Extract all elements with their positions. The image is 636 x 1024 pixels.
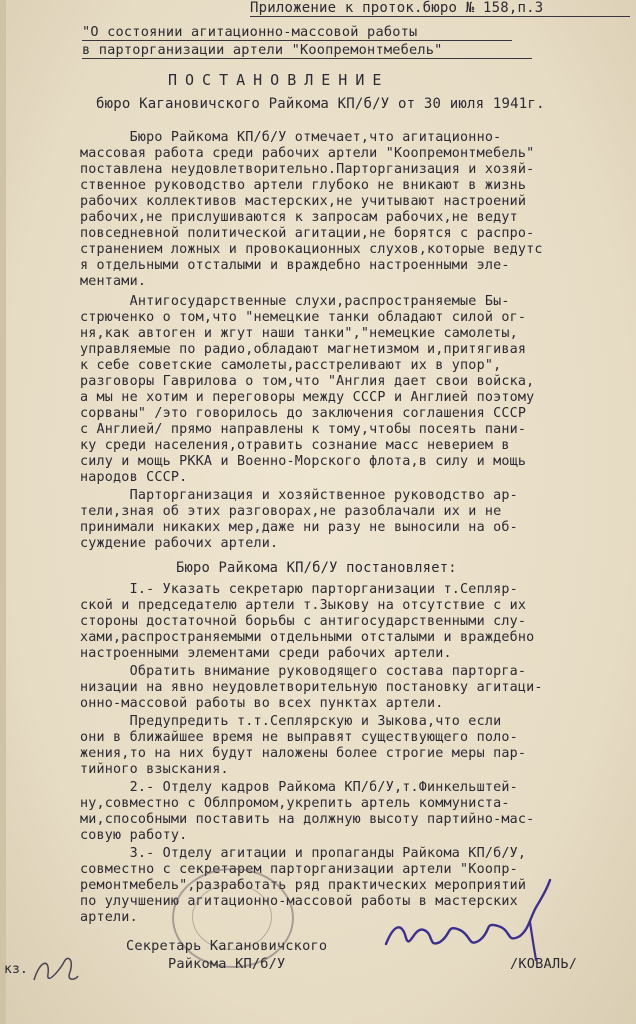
paragraph1-line: Бюро Райкома КП/б/У отмечает,что агитационно-	[80, 130, 502, 145]
point1c-line: Предупредить т.т.Сеплярскую и Зыкова,что если	[80, 714, 502, 729]
paragraph2-line: ку среди населения,отравить сознание масс неверием в	[80, 438, 510, 453]
point3-line: артели.	[80, 910, 138, 925]
paragraph1-line: ственное руководство артели глубоко не вникают в жизнь	[80, 178, 527, 193]
point1-line: стороны достаточной борьбы с антигосударственными слу-	[80, 614, 527, 629]
paragraph1-line: я отдельными отсталыми и враждебно настроенными эле-	[80, 258, 510, 273]
paragraph2-line: ня,как автоген и жгут наши танки","немецкие самолеты,	[80, 326, 518, 341]
paragraph2-line: к себе советские самолеты,расстреливают их в упор",	[80, 358, 502, 373]
point1-line: ской и председателю артели т.Зыкову на отсутствие с их	[80, 598, 527, 613]
subject-line-2: в парторганизации артели "Коопремонтмебель"	[82, 42, 443, 58]
point1b-line: низации на явно неудовлетворительную постановку агитаци-	[80, 680, 543, 695]
paragraph2-line: сорваны" /это говорилось до заключения соглашения СССР	[80, 406, 527, 421]
point1-line: I.- Указать секретарю парторганизации т.Сепляр-	[80, 582, 518, 597]
initials-scribble	[30, 950, 80, 990]
point1-line: хами,распространяемыми отдельными отсталыми и враждебно	[80, 630, 535, 645]
handwritten-signature	[380, 864, 560, 964]
signature-name: /КОВАЛЬ/	[510, 956, 578, 972]
paragraph1-line: странением ложных и провокационных слухов,которые ведутс	[80, 242, 543, 257]
paragraph1-line: рабочих,не прислушиваются к запросам рабочих,не ведут	[80, 210, 518, 225]
paragraph2-line: с Англией/ прямо направлены к тому,чтобы посеять пани-	[80, 422, 527, 437]
subject-line-1: "О состоянии агитационно-массовой работы	[82, 24, 418, 40]
paragraph1-line: массовая работа среди рабочих артели "Коопремонтмебель"	[80, 146, 535, 161]
point2-line: совую работу.	[80, 828, 188, 843]
paragraph2-line: управляемые по радио,обладают магнетизмом и,притягивая	[80, 342, 527, 357]
resolves-heading: Бюро Райкома КП/б/У постановляет:	[176, 560, 457, 576]
page-edge	[0, 0, 6, 1024]
paragraph2-line: а мы не хотим и переговоры между СССР и Англией поэтому	[80, 390, 535, 405]
paragraph1-line: ментами.	[80, 274, 147, 289]
subject-underline-1	[82, 40, 512, 41]
appendix-underline	[250, 16, 630, 17]
point2-line: 2.- Отделу кадров Райкома КП/б/У,т.Финкельштей-	[80, 780, 518, 795]
paragraph3-line: Парторганизация и хозяйственное руководство ар-	[80, 488, 518, 503]
paragraph2-line: разговоры Гаврилова о том,что "Англия дает свои войска,	[80, 374, 535, 389]
paragraph2-line: силу и мощь РККА и Военно-Морского флота,в силу и мощь	[80, 454, 527, 469]
paragraph3-line: тели,зная об этих разговорах,не разоблачали их и не	[80, 504, 502, 519]
point1b-line: онно-массовой работы во всех пунктах артели.	[80, 696, 444, 711]
appendix-note: Приложение к проток.бюро № 158,п.3	[250, 0, 544, 16]
point1c-line: жения,то на них будут наложены более строгие меры пар-	[80, 746, 527, 761]
paragraph3-line: принимали никаких мер,даже ни разу не выносили на об-	[80, 520, 518, 535]
paragraph2-line: Антигосударственные слухи,распространяемые Бы-	[80, 294, 510, 309]
point1-line: настроенными элементами среди рабочих артели.	[80, 646, 452, 661]
point3-line: ремонтмебель",разработать ряд практических мероприятий	[80, 878, 527, 893]
point1c-line: они в ближайшее время не выправят существующего поло-	[80, 730, 518, 745]
bureau-line: бюро Кагановичского Райкома КП/б/У от 30 июля 1941г.	[96, 96, 545, 112]
point3-line: по улучшению агитационно-массовой работы в мастерских	[80, 894, 518, 909]
point1c-line: тийного взыскания.	[80, 762, 229, 777]
document-title: ПОСТАНОВЛЕНИЕ	[168, 71, 390, 89]
point1b-line: Обратить внимание руководящего состава парторга-	[80, 664, 527, 679]
paragraph3-line: суждение рабочих артели.	[80, 536, 279, 551]
copy-mark: кз.	[4, 962, 29, 977]
subject-underline-2	[82, 58, 532, 59]
paragraph1-line: повседневной политической агитации,не борятся с распро-	[80, 226, 535, 241]
paragraph1-line: поставлена неудовлетворительно.Парторганизация и хозяй-	[80, 162, 535, 177]
point2-line: ми,способными поставить на должную высоту партийно-мас-	[80, 812, 535, 827]
paragraph1-line: рабочих коллективов мастерских,не учитывают настроений	[80, 194, 527, 209]
point3-line: 3.- Отделу агитации и пропаганды Райкома КП/б/У,	[80, 846, 527, 861]
paragraph2-line: народов СССР.	[80, 470, 188, 485]
signature-line-2: Райкома КП/б/У	[168, 956, 286, 972]
point3-line: совместно с секретарем парторганизации артели "Коопр-	[80, 862, 518, 877]
signature-line-1: Секретарь Кагановичского	[126, 938, 328, 954]
point2-line: ну,совместно с Облпромом,укрепить артель коммуниста-	[80, 796, 510, 811]
paragraph2-line: стрюченко о том,что "немецкие танки обладают силой ог-	[80, 310, 527, 325]
